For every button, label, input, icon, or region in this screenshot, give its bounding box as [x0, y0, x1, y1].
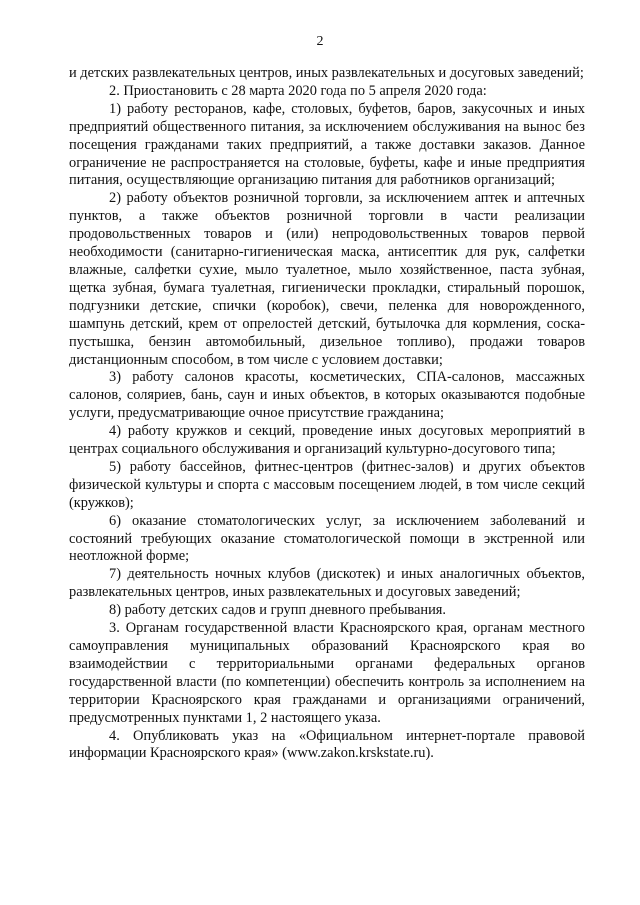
- page-number: 2: [316, 34, 324, 49]
- paragraph-2: 2. Приостановить с 28 марта 2020 года по 5 апреля 2020 года:: [109, 82, 487, 99]
- paragraph-8: 6) оказание стоматологических услуг, за исключением заболеваний и состояний требующих оказание стоматологической помощи в экстренной или неотложной форме;: [69, 512, 585, 565]
- paragraph-9: 7) деятельность ночных клубов (дискотек) и иных аналогичных объектов, развлекательных центров, иных развлекательных и досуговых заведений;: [69, 566, 585, 601]
- paragraph-11: 3. Органам государственной власти Красноярского края, органам местного самоуправления муниципальных образований Красноярского края во взаимодействии с территориальными органами федеральных органов государственной власти (по компетенции) обеспечить контроль за исполнением на территории Красноярского края гражданами и организациями ограничений, предусмотренных пунктами 1, 2 настоящего указа.: [69, 620, 585, 726]
- paragraph-10: 8) работу детских садов и групп дневного пребывания.: [109, 602, 447, 619]
- paragraph-12: 4. Опубликовать указ на «Официальном интернет-портале правовой информации Красноярского края» (www.zakon.krskstate.ru).: [69, 727, 585, 762]
- paragraph-5: 3) работу салонов красоты, косметических, СПА-салонов, массажных салонов, соляриев, бань, саун и иных объектов, в которых оказываются подобные услуги, предусматривающие очное присутствие гражданина;: [69, 369, 585, 422]
- paragraph-1: и детских развлекательных центров, иных развлекательных и досуговых заведений;: [69, 65, 584, 81]
- paragraph-6: 4) работу кружков и секций, проведение иных досуговых мероприятий в центрах социального обслуживания и организаций культурно-досугового типа;: [69, 423, 585, 458]
- paragraph-3: 1) работу ресторанов, кафе, столовых, буфетов, баров, закусочных и иных предприятий общественного питания, за исключением обслуживания на вынос без посещения гражданами таких предприятий, а также доставки заказов. Данное ограничение не распространяется на столовые, буфеты, кафе и иные предприятия питания, осуществляющие организацию питания для работников организаций;: [69, 100, 585, 189]
- paragraph-4: 2) работу объектов розничной торговли, за исключением аптек и аптечных пунктов, а также объектов розничной торговли в части реализации продовольственных товаров и (или) непродовольственных товаров первой необходимости (санитарно-гигиеническая маска, антисептик для рук, салфетки влажные, салфетки сухие, мыло туалетное, мыло хозяйственное, паста зубная, щетка зубная, бумага туалетная, гигиенически прокладки, стиральный порошок, подгузники детские, спички (коробок), свечи, пеленка для новорожденного, шампунь детский, крем от опрелостей детский, бутылочка для кормления, соска-пустышка, бензин автомобильный, дизельное топливо), продажи товаров дистанционным способом, в том числе с условием доставки;: [69, 190, 585, 368]
- paragraph-7: 5) работу бассейнов, фитнес-центров (фитнес-залов) и других объектов физической культуры и спорта с массовым посещением людей, в том числе секций (кружков);: [69, 458, 585, 511]
- document-body: [69, 65, 585, 763]
